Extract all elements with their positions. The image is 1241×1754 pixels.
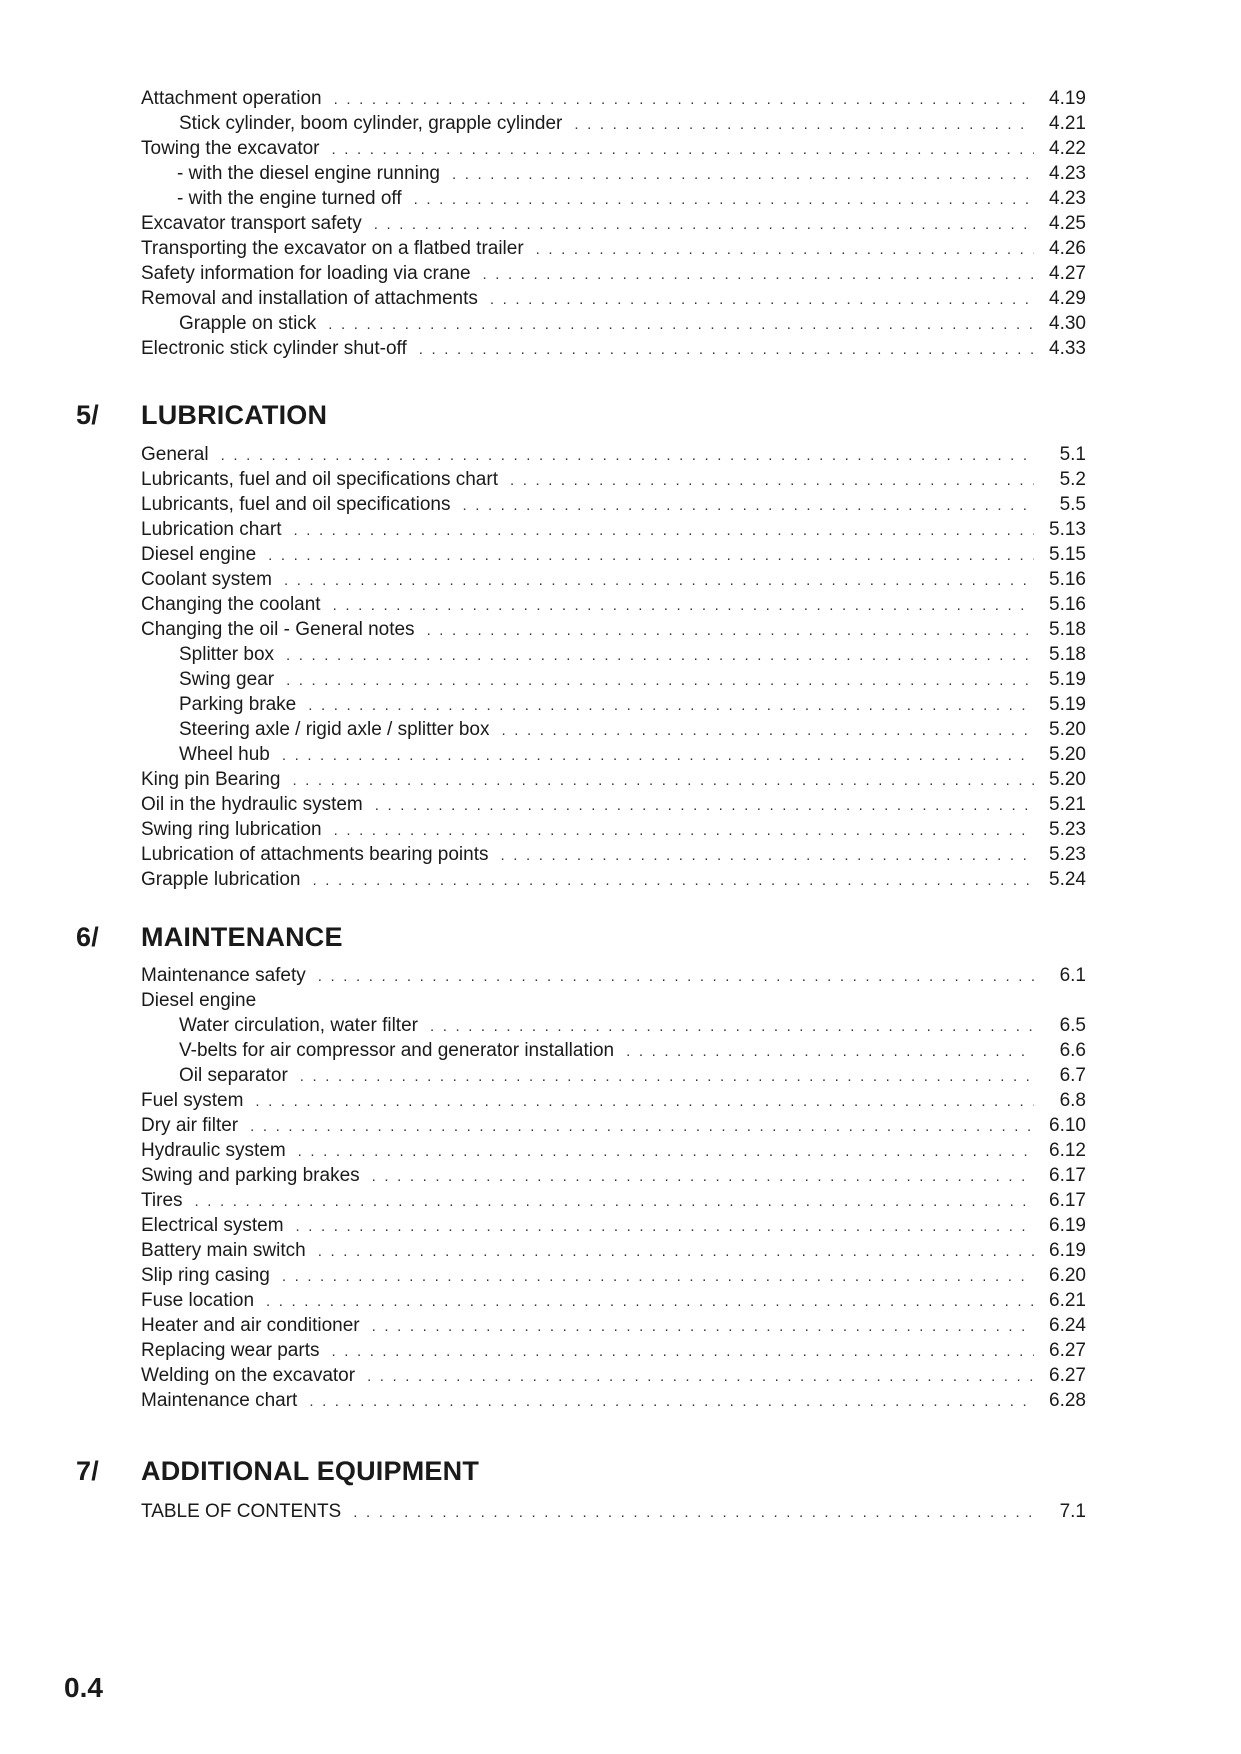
toc-entry-page: 5.13: [1049, 519, 1086, 540]
toc-entry-label: TABLE OF CONTENTS: [141, 1501, 342, 1522]
toc-entry: [141, 717, 1086, 742]
toc-entry-page: 5.18: [1049, 619, 1086, 640]
toc-entry-page: 6.10: [1049, 1115, 1086, 1136]
toc-entry-label: Lubricants, fuel and oil specifications: [141, 494, 451, 515]
toc-entry-label: Hydraulic system: [141, 1140, 286, 1161]
dot-leader: [300, 1064, 1034, 1089]
toc-entry-label: Battery main switch: [141, 1240, 306, 1261]
toc-entry: [141, 1138, 1086, 1163]
toc-entry-page: 4.21: [1049, 113, 1086, 134]
toc-entry: [141, 642, 1086, 667]
section-5-heading: [76, 400, 327, 431]
dot-leader: [419, 337, 1034, 362]
toc-entry: [141, 161, 1086, 186]
toc-entry: [141, 1363, 1086, 1388]
section-7-list: [141, 1499, 1086, 1524]
dot-leader: [282, 1264, 1034, 1289]
dot-leader: [334, 818, 1034, 843]
toc-entry: [141, 1163, 1086, 1188]
toc-entry-page: 6.19: [1049, 1240, 1086, 1261]
toc-entry-page: 6.8: [1059, 1090, 1086, 1111]
toc-entry-page: 4.25: [1049, 213, 1086, 234]
toc-entry: [141, 567, 1086, 592]
toc-entry-page: 6.28: [1049, 1390, 1086, 1411]
dot-leader: [367, 1364, 1034, 1389]
toc-entry-page: 5.1: [1059, 444, 1086, 465]
toc-entry-label: Oil separator: [179, 1065, 288, 1086]
section-6-number: 6/: [76, 922, 99, 952]
dot-leader: [309, 1389, 1034, 1414]
toc-entry: [141, 1388, 1086, 1413]
toc-entry: [141, 988, 1086, 1013]
dot-leader: [286, 668, 1034, 693]
toc-entry: [141, 111, 1086, 136]
dot-leader: [353, 1500, 1034, 1525]
toc-entry: [141, 867, 1086, 892]
toc-entry-label: Swing gear: [179, 669, 275, 690]
toc-entry-page: 6.17: [1049, 1165, 1086, 1186]
toc-entry-label: Diesel engine: [141, 544, 257, 565]
section-7-number: 7/: [76, 1456, 99, 1486]
toc-entry-label: Lubrication of attachments bearing points: [141, 844, 489, 865]
toc-entry-label: Maintenance safety: [141, 965, 306, 986]
toc-entry: [141, 467, 1086, 492]
section-7-heading: [76, 1456, 479, 1487]
dot-leader: [332, 137, 1035, 162]
dot-leader: [318, 1239, 1034, 1264]
toc-entry-page: 4.30: [1049, 313, 1086, 334]
dot-leader: [490, 287, 1034, 312]
toc-entry: [141, 1288, 1086, 1313]
toc-entry-label: Transporting the excavator on a flatbed trailer: [141, 238, 524, 259]
toc-entry: [141, 792, 1086, 817]
dot-leader: [462, 493, 1034, 518]
toc-entry: [141, 517, 1086, 542]
toc-entry-page: 6.24: [1049, 1315, 1086, 1336]
toc-entry: [141, 286, 1086, 311]
toc-entry-label: Swing ring lubrication: [141, 819, 322, 840]
toc-entry: [141, 186, 1086, 211]
dot-leader: [427, 618, 1034, 643]
toc-entry-label: V-belts for air compressor and generator installation: [179, 1040, 615, 1061]
toc-entry: [141, 236, 1086, 261]
toc-entry-label: Stick cylinder, boom cylinder, grapple cylinder: [179, 113, 563, 134]
toc-entry-label: Parking brake: [179, 694, 297, 715]
dot-leader: [333, 593, 1034, 618]
toc-entry-label: Lubricants, fuel and oil specifications chart: [141, 469, 498, 490]
toc-entry-page: 5.2: [1059, 469, 1086, 490]
dot-leader: [195, 1189, 1034, 1214]
toc-entry: [141, 842, 1086, 867]
toc-entry-label: Maintenance chart: [141, 1390, 298, 1411]
toc-entry-label: Fuse location: [141, 1290, 255, 1311]
toc-entry-label: Grapple lubrication: [141, 869, 301, 890]
dot-leader: [510, 468, 1034, 493]
toc-entry-label: Oil in the hydraulic system: [141, 794, 363, 815]
dot-leader: [221, 443, 1034, 468]
section-6-heading: [76, 922, 343, 953]
toc-entry-page: 5.15: [1049, 544, 1086, 565]
toc-entry-label: Dry air filter: [141, 1115, 239, 1136]
toc-entry-label: Safety information for loading via crane: [141, 263, 471, 284]
toc-entry-page: 4.23: [1049, 163, 1086, 184]
toc-entry-label: Swing and parking brakes: [141, 1165, 360, 1186]
dot-leader: [318, 964, 1034, 989]
dot-leader: [374, 212, 1034, 237]
toc-entry-page: 5.18: [1049, 644, 1086, 665]
dot-leader: [626, 1039, 1034, 1064]
toc-entry-label: Removal and installation of attachments: [141, 288, 478, 309]
section-4-continued-list: [141, 86, 1086, 361]
toc-entry-label: Fuel system: [141, 1090, 244, 1111]
toc-entry-label: Replacing wear parts: [141, 1340, 320, 1361]
toc-entry: [141, 1338, 1086, 1363]
dot-leader: [328, 312, 1034, 337]
toc-entry-page: 5.20: [1049, 769, 1086, 790]
dot-leader: [286, 643, 1034, 668]
section-5-title: LUBRICATION: [141, 400, 328, 430]
toc-entry-label: Changing the oil - General notes: [141, 619, 415, 640]
toc-entry-label: Electronic stick cylinder shut-off: [141, 338, 407, 359]
toc-entry: [141, 442, 1086, 467]
section-6-list: [141, 963, 1086, 1413]
dot-leader: [312, 868, 1034, 893]
dot-leader: [296, 1214, 1034, 1239]
toc-entry: [141, 211, 1086, 236]
dot-leader: [574, 112, 1034, 137]
toc-entry: [141, 1313, 1086, 1338]
toc-entry-page: 4.29: [1049, 288, 1086, 309]
toc-entry-label: Electrical system: [141, 1215, 284, 1236]
dot-leader: [250, 1114, 1034, 1139]
toc-entry-page: 4.27: [1049, 263, 1086, 284]
toc-entry-page: 6.21: [1049, 1290, 1086, 1311]
toc-entry-page: 5.24: [1049, 869, 1086, 890]
toc-entry: [141, 542, 1086, 567]
toc-entry-label: King pin Bearing: [141, 769, 281, 790]
toc-entry: [141, 1088, 1086, 1113]
toc-entry: [141, 86, 1086, 111]
toc-entry: [141, 692, 1086, 717]
dot-leader: [536, 237, 1034, 262]
toc-entry: [141, 617, 1086, 642]
toc-entry-page: 6.27: [1049, 1340, 1086, 1361]
toc-entry-label: Splitter box: [179, 644, 275, 665]
toc-entry-label: Welding on the excavator: [141, 1365, 356, 1386]
toc-entry: [141, 1063, 1086, 1088]
toc-entry-page: 5.5: [1059, 494, 1086, 515]
toc-entry-label: Changing the coolant: [141, 594, 321, 615]
toc-entry-label: Towing the excavator: [141, 138, 320, 159]
toc-entry-page: 4.33: [1049, 338, 1086, 359]
toc-entry: [141, 592, 1086, 617]
toc-entry-page: 4.22: [1049, 138, 1086, 159]
toc-entry-page: 5.16: [1049, 594, 1086, 615]
toc-entry: [141, 136, 1086, 161]
toc-entry: [141, 817, 1086, 842]
dot-leader: [266, 1289, 1034, 1314]
toc-entry-page: 5.16: [1049, 569, 1086, 590]
toc-entry-page: 7.1: [1059, 1501, 1086, 1522]
toc-entry-page: 6.20: [1049, 1265, 1086, 1286]
toc-entry: [141, 667, 1086, 692]
toc-entry-page: 6.1: [1059, 965, 1086, 986]
toc-entry-label: Grapple on stick: [179, 313, 317, 334]
section-6-title: MAINTENANCE: [141, 922, 343, 952]
toc-entry: [141, 261, 1086, 286]
dot-leader: [414, 187, 1034, 212]
toc-entry-page: 6.12: [1049, 1140, 1086, 1161]
toc-entry-label: Tires: [141, 1190, 183, 1211]
dot-leader: [334, 87, 1034, 112]
toc-entry-page: 6.6: [1059, 1040, 1086, 1061]
toc-entry-page: 5.23: [1049, 844, 1086, 865]
dot-leader: [375, 793, 1034, 818]
section-5-number: 5/: [76, 400, 99, 430]
dot-leader: [284, 568, 1034, 593]
dot-leader: [292, 768, 1034, 793]
toc-entry: [141, 492, 1086, 517]
toc-entry-page: 4.26: [1049, 238, 1086, 259]
toc-entry: [141, 767, 1086, 792]
toc-entry-page: 5.20: [1049, 719, 1086, 740]
toc-entry: [141, 742, 1086, 767]
toc-entry-page: 5.21: [1049, 794, 1086, 815]
toc-entry-page: 6.5: [1059, 1015, 1086, 1036]
toc-entry-label: General: [141, 444, 209, 465]
toc-entry: [141, 1213, 1086, 1238]
toc-entry-label: Attachment operation: [141, 88, 322, 109]
dot-leader: [282, 743, 1034, 768]
toc-entry-page: 6.19: [1049, 1215, 1086, 1236]
section-7-title: ADDITIONAL EQUIPMENT: [141, 1456, 480, 1486]
toc-entry-page: 5.19: [1049, 669, 1086, 690]
toc-entry-label: Water circulation, water filter: [179, 1015, 418, 1036]
toc-entry-page: 5.20: [1049, 744, 1086, 765]
dot-leader: [308, 693, 1034, 718]
toc-entry-page: 5.19: [1049, 694, 1086, 715]
toc-entry: [141, 1263, 1086, 1288]
toc-entry-page: 5.23: [1049, 819, 1086, 840]
dot-leader: [255, 1089, 1034, 1114]
dot-leader: [501, 843, 1035, 868]
toc-entry: [141, 311, 1086, 336]
dot-leader: [268, 543, 1034, 568]
toc-entry: [141, 1499, 1086, 1524]
toc-entry-label: - with the diesel engine running: [177, 163, 441, 184]
dot-leader: [452, 162, 1034, 187]
toc-entry: [141, 1038, 1086, 1063]
toc-entry-label: Slip ring casing: [141, 1265, 270, 1286]
section-5-list: [141, 442, 1086, 892]
dot-leader: [293, 518, 1034, 543]
toc-entry-label: Steering axle / rigid axle / splitter box: [179, 719, 490, 740]
toc-entry: [141, 1113, 1086, 1138]
dot-leader: [430, 1014, 1034, 1039]
toc-entry-label: Diesel engine: [141, 990, 257, 1011]
dot-leader: [372, 1314, 1034, 1339]
toc-entry-page: 6.17: [1049, 1190, 1086, 1211]
toc-entry-label: Lubrication chart: [141, 519, 282, 540]
toc-entry: [141, 1238, 1086, 1263]
toc-entry: [141, 1188, 1086, 1213]
dot-leader: [331, 1339, 1034, 1364]
toc-entry-page: 6.7: [1059, 1065, 1086, 1086]
dot-leader: [502, 718, 1035, 743]
dot-leader: [298, 1139, 1034, 1164]
toc-entry-label: Excavator transport safety: [141, 213, 362, 234]
toc-entry-page: 6.27: [1049, 1365, 1086, 1386]
toc-entry-label: - with the engine turned off: [177, 188, 402, 209]
toc-entry-label: Coolant system: [141, 569, 272, 590]
dot-leader: [372, 1164, 1034, 1189]
toc-entry: [141, 336, 1086, 361]
toc-entry: [141, 963, 1086, 988]
footer-page-number: 0.4: [64, 1672, 103, 1703]
toc-entry-page: 4.23: [1049, 188, 1086, 209]
toc-entry-page: 4.19: [1049, 88, 1086, 109]
dot-leader: [483, 262, 1034, 287]
toc-entry-label: Wheel hub: [179, 744, 270, 765]
toc-entry: [141, 1013, 1086, 1038]
toc-entry-label: Heater and air conditioner: [141, 1315, 360, 1336]
